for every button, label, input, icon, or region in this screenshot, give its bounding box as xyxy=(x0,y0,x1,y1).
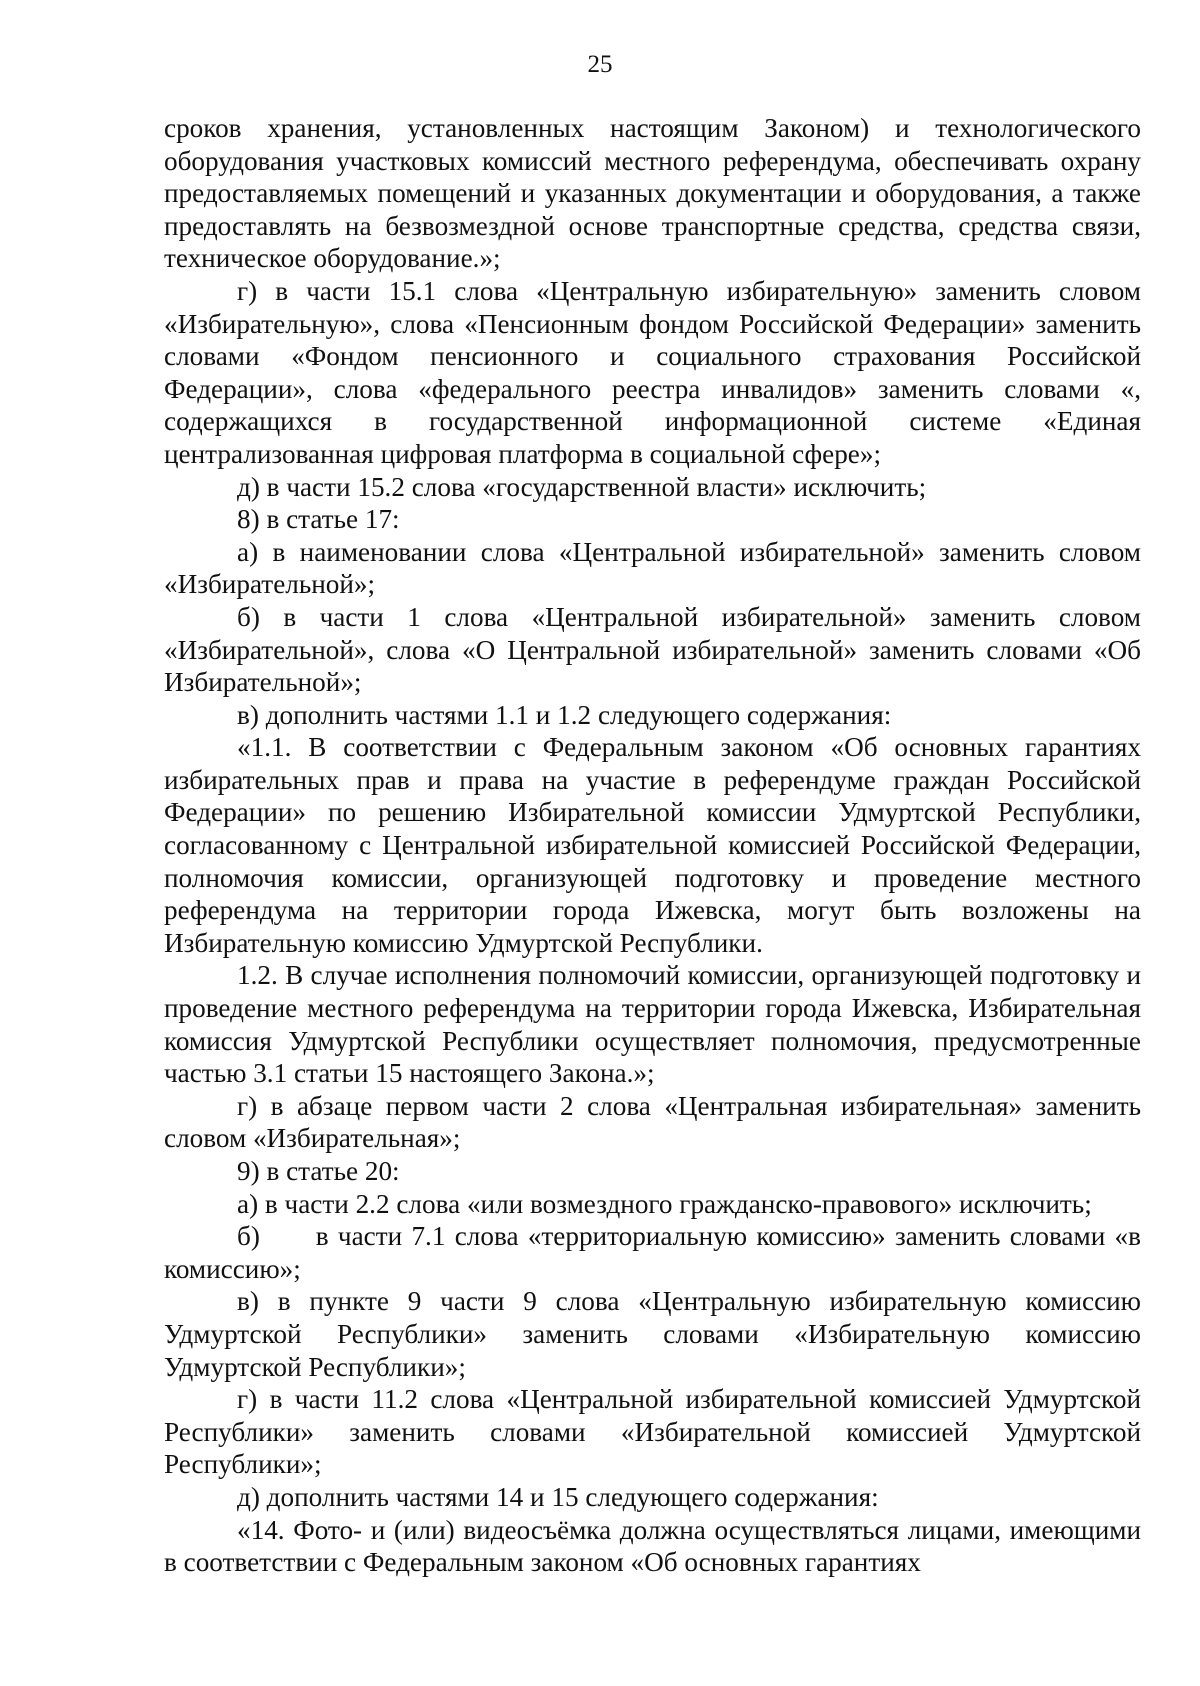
paragraph: г) в части 15.1 слова «Центральную избирательную» заменить словом «Избирательную», слова «Пенсионным фондом Российской Федерации» заменить словами «Фондом пенсионного и социального страхования Российской Федерации», слова «федерального реестра инвалидов» заменить словами «, содержащихся в государственной информационной системе «Единая централизованная цифровая платформа в социальной сфере»; xyxy=(164,275,1141,469)
paragraph: в) в пункте 9 части 9 слова «Центральную избирательную комиссию Удмуртской Республики» заменить словами «Избирательную комиссию Удмуртской Республики»; xyxy=(164,1286,1141,1382)
document-body xyxy=(164,112,1141,1579)
paragraph: б) в части 1 слова «Центральной избирательной» заменить словом «Избирательной», слова «О Центральной избирательной» заменить словами «Об Избирательной»; xyxy=(164,601,1141,698)
paragraph: «14. Фото- и (или) видеосъёмка должна осуществляться лицами, имеющими в соответствии с Федеральным законом «Об основных гарантиях xyxy=(164,1514,1141,1578)
paragraph: г) в абзаце первом части 2 слова «Центральная избирательная» заменить словом «Избирательная»; xyxy=(164,1090,1141,1154)
paragraph: 8) в статье 17: xyxy=(237,504,400,535)
paragraph: 9) в статье 20: xyxy=(237,1156,400,1186)
paragraph: а) в наименовании слова «Центральной избирательной» заменить словом «Избирательной»; xyxy=(164,536,1141,600)
paragraph: а) в части 2.2 слова «или возмездного гражданско-правового» исключить; xyxy=(237,1188,1092,1219)
paragraph: 1.2. В случае исполнения полномочий комиссии, организующей подготовку и проведение местного референдума на территории города Ижевска, Избирательная комиссия Удмуртской Республики осуществляет полномочия, предусмотренные частью 3.1 статьи 15 настоящего Закона.»; xyxy=(164,960,1141,1089)
paragraph: б) в части 7.1 слова «территориальную комиссию» заменить словами «в комиссию»; xyxy=(164,1221,1141,1284)
paragraph: «1.1. В соответствии с Федеральным законом «Об основных гарантиях избирательных прав и права на участие в референдуме граждан Российской Федерации» по решению Избирательной комиссии Удмуртской Республики, согласованному с Центральной избирательной комиссией Российской Федерации, полномочия комиссии, организующей подготовку и проведение местного референдума на территории города Ижевска, могут быть возложены на Избирательную комиссию Удмуртской Республики. xyxy=(164,732,1141,958)
paragraph: г) в части 11.2 слова «Центральной избирательной комиссией Удмуртской Республики» заменить словами «Избирательной комиссией Удмуртской Республики»; xyxy=(164,1384,1141,1480)
paragraph: д) в части 15.2 слова «государственной власти» исключить; xyxy=(237,471,927,502)
page-number: 25 xyxy=(587,51,613,78)
paragraph: в) дополнить частями 1.1 и 1.2 следующего содержания: xyxy=(237,699,892,730)
paragraph: д) дополнить частями 14 и 15 следующего содержания: xyxy=(237,1481,879,1512)
paragraph: сроков хранения, установленных настоящим Законом) и технологического оборудования участковых комиссий местного референдума, обеспечивать охрану предоставляемых помещений и указанных документации и оборудования, а также предоставлять на безвозмездной основе транспортные средства, средства связи, техническое оборудование.»; xyxy=(164,113,1141,274)
